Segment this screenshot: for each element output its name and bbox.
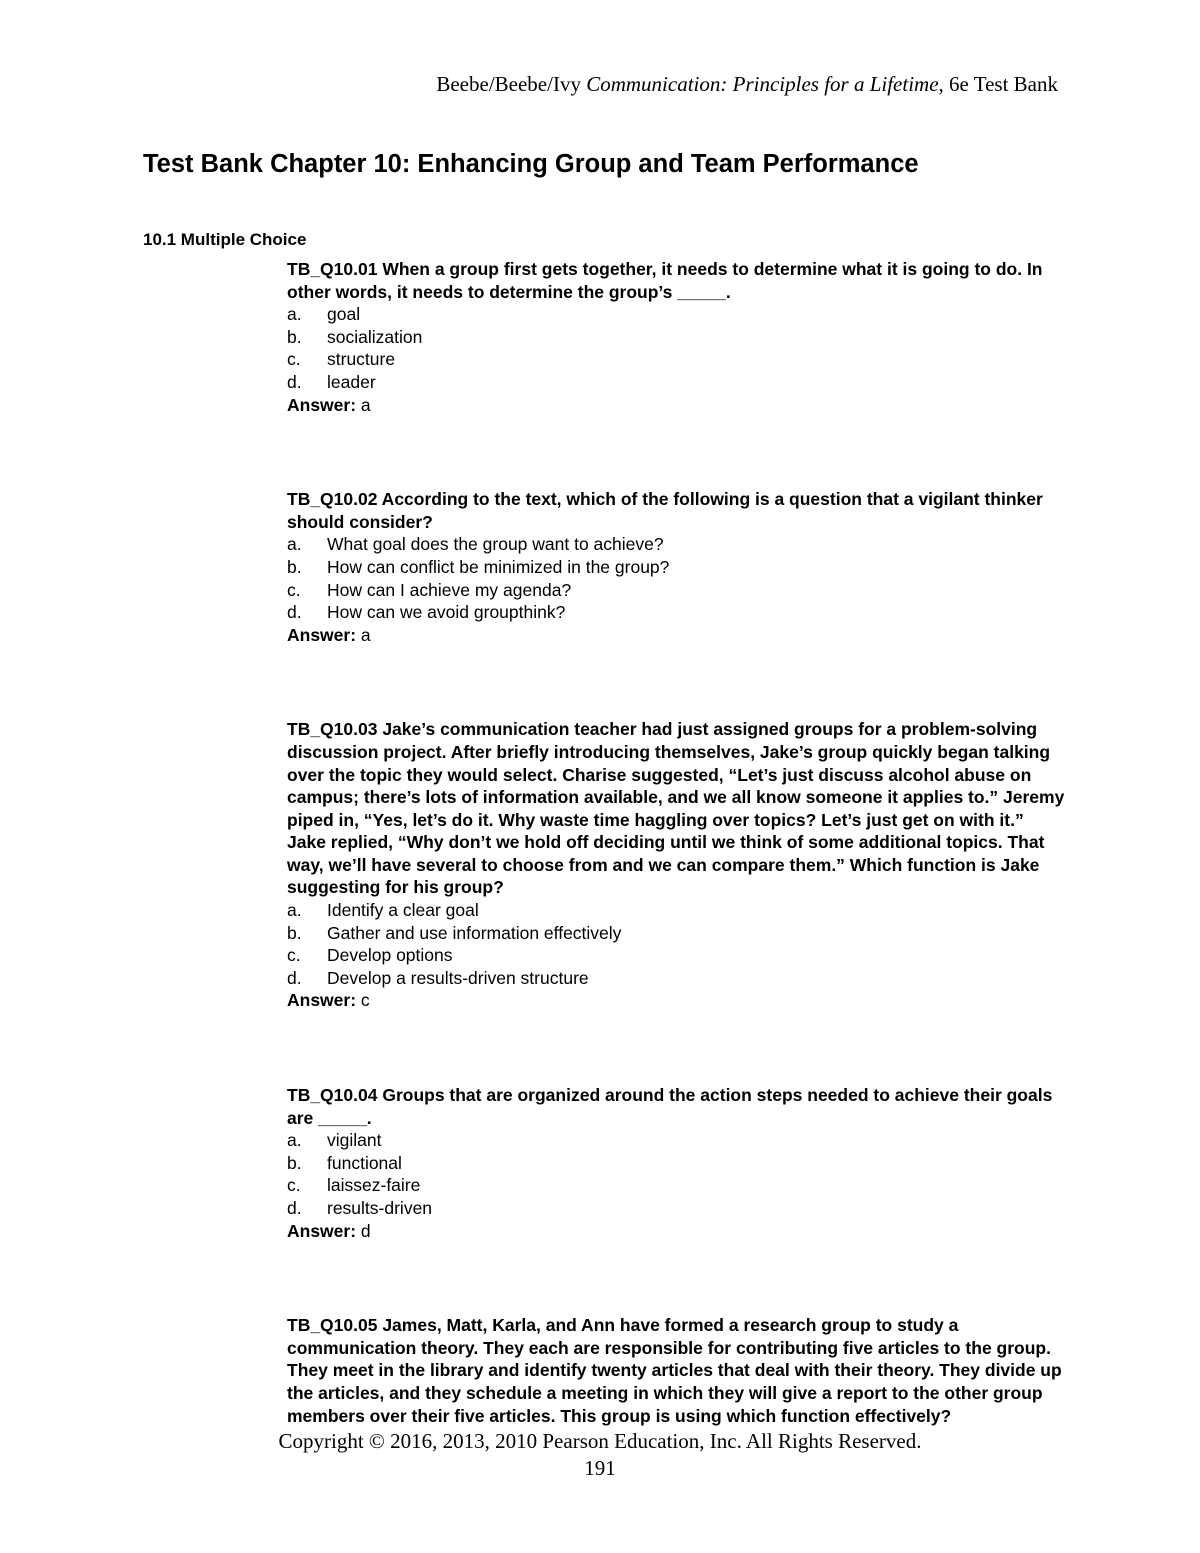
answer-option (287, 967, 1067, 990)
option-letter: a. (287, 900, 302, 921)
question-block (287, 258, 1067, 416)
section-heading: 10.1 Multiple Choice (143, 230, 307, 249)
header-book-title: Communication: Principles for a Lifetime (586, 72, 939, 96)
option-letter: a. (287, 534, 302, 555)
option-text: How can we avoid groupthink? (327, 602, 566, 623)
answer-option (287, 326, 1067, 349)
option-letter: c. (287, 1175, 301, 1196)
option-letter: d. (287, 602, 302, 623)
page-title: Test Bank Chapter 10: Enhancing Group and Team Performance (143, 150, 919, 178)
option-text: How can conflict be minimized in the group? (327, 556, 670, 577)
answer-option (287, 1174, 1067, 1197)
option-letter: c. (287, 945, 301, 966)
option-letter: d. (287, 1198, 302, 1218)
option-text: laissez-faire (327, 1175, 421, 1196)
answer-option (287, 1197, 1067, 1220)
answer-line (287, 989, 1067, 1012)
answer-option (287, 944, 1067, 967)
question-stem: TB_Q10.01 When a group first gets together, it needs to determine what it is going to do. In other words, it needs to determine the group’s _____. (287, 259, 1043, 302)
question-stem: TB_Q10.05 James, Matt, Karla, and Ann have formed a research group to study a communication theory. They each are responsible for contributing five articles to the group. They meet in the library and identify twenty articles that deal with their theory. They divide up the articles, and they schedule a meeting in which they will give a report to the other group members over their five articles. This group is using which function effectively? (287, 1315, 1062, 1426)
option-text: socialization (327, 326, 423, 347)
answer-option (287, 899, 1067, 922)
answer-option (287, 1129, 1067, 1152)
question-stem: TB_Q10.04 Groups that are organized around the action steps needed to achieve their goals are _____. (287, 1085, 1053, 1128)
option-letter: d. (287, 371, 302, 392)
option-letter: c. (287, 579, 301, 600)
page-number: 191 (584, 1456, 616, 1480)
answer-option (287, 579, 1067, 602)
option-letter: d. (287, 967, 302, 988)
answer-option (287, 348, 1067, 371)
running-header (436, 72, 1058, 97)
option-letter: a. (287, 1130, 302, 1151)
answer-value: a (356, 624, 371, 645)
option-text: What goal does the group want to achieve? (327, 534, 664, 555)
answer-line (287, 394, 1067, 417)
question-stem: TB_Q10.02 According to the text, which of the following is a question that a vigilant thinker should consider? (287, 489, 1043, 532)
question-list (287, 258, 1067, 1499)
question-stem: TB_Q10.03 Jake’s communication teacher had just assigned groups for a problem-solving discussion project. After briefly introducing themselves, Jake’s group quickly began talking over the topic they would select. Charise suggested, “Let’s just discuss alcohol abuse on campus; there’s lots of information available, and we all know someone it applies to.” Jeremy piped in, “Yes, let’s do it. Why waste time haggling over topics? Let’s just get on with it.” Jake replied, “Why don’t we hold off deciding until we think of some additional topics. That way, we’ll have several to choose from and we can compare them.” Which function is Jake suggesting for his group? (287, 719, 1065, 898)
answer-option (287, 303, 1067, 326)
answer-option (287, 371, 1067, 394)
header-suffix: , 6e Test Bank (938, 72, 1058, 96)
question-block (287, 488, 1067, 646)
answer-line (287, 1220, 1067, 1243)
answer-option (287, 601, 1067, 624)
option-letter: a. (287, 304, 302, 325)
answer-option (287, 922, 1067, 945)
option-text: leader (327, 371, 376, 392)
answer-label: Answer: (287, 1220, 357, 1241)
option-text: Identify a clear goal (327, 900, 479, 921)
page-footer (0, 1428, 1200, 1482)
option-text: Develop a results-driven structure (327, 967, 589, 988)
option-letter: c. (287, 349, 301, 370)
header-authors: Beebe/Beebe/Ivy (436, 72, 587, 96)
question-block (287, 1084, 1067, 1242)
option-text: goal (327, 304, 361, 325)
option-text: vigilant (327, 1130, 382, 1151)
answer-option (287, 556, 1067, 579)
answer-value: c (356, 990, 370, 1011)
answer-label: Answer: (287, 624, 357, 645)
answer-line (287, 624, 1067, 647)
option-text: Gather and use information effectively (327, 922, 622, 943)
copyright-notice: Copyright © 2016, 2013, 2010 Pearson Education, Inc. All Rights Reserved. (278, 1429, 922, 1453)
option-text: How can I achieve my agenda? (327, 579, 572, 600)
answer-value: a (356, 394, 371, 415)
option-letter: b. (287, 326, 302, 347)
answer-option (287, 1152, 1067, 1175)
question-block (287, 1314, 1067, 1427)
question-block (287, 718, 1067, 1012)
option-letter: b. (287, 556, 302, 577)
option-text: functional (327, 1152, 402, 1173)
answer-label: Answer: (287, 990, 357, 1011)
answer-option (287, 533, 1067, 556)
answer-value: d (356, 1220, 371, 1241)
option-text: Develop options (327, 945, 453, 966)
option-letter: b. (287, 922, 302, 943)
answer-label: Answer: (287, 394, 357, 415)
option-letter: b. (287, 1152, 302, 1173)
option-text: results-driven (327, 1198, 433, 1218)
option-text: structure (327, 349, 396, 370)
